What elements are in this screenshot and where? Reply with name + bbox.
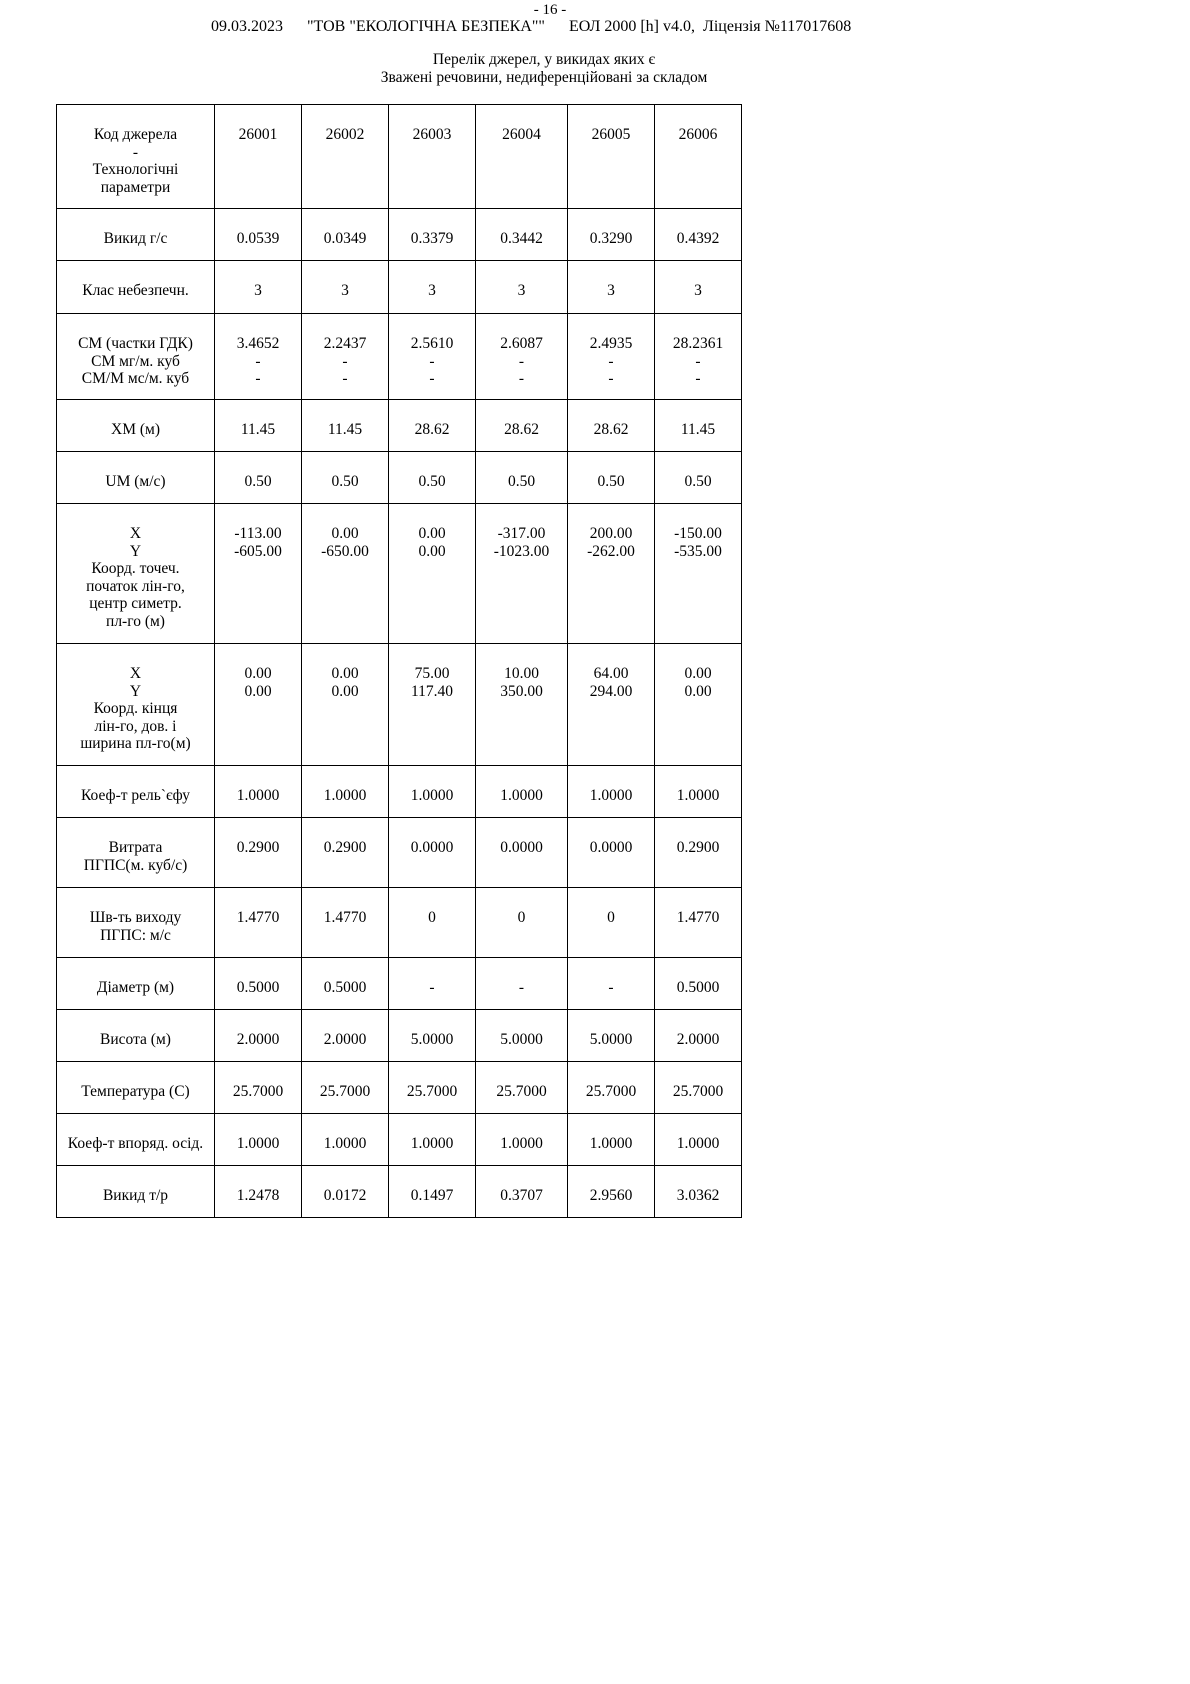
table-row	[57, 400, 742, 452]
table-cell: 3.4652 - -	[215, 314, 302, 400]
row-label: Викид т/р	[57, 1166, 215, 1218]
table-cell: 0	[476, 888, 568, 958]
table-cell: -150.00 -535.00	[655, 504, 742, 644]
table-cell: 2.0000	[655, 1010, 742, 1062]
table-row	[57, 766, 742, 818]
table-cell: 1.0000	[215, 766, 302, 818]
table-cell: 25.7000	[215, 1062, 302, 1114]
table-cell: 0.3290	[568, 209, 655, 261]
table-cell: 0.50	[215, 452, 302, 504]
document-header: 09.03.2023 "ТОВ "ЕКОЛОГІЧНА БЕЗПЕКА"" ЕОЛ 2000 [h] v4.0, Ліцензія №117017608	[211, 18, 852, 35]
table-cell: 0	[568, 888, 655, 958]
table-row	[57, 209, 742, 261]
table-cell: 0.00 0.00	[389, 504, 476, 644]
table-cell: 26002	[302, 105, 389, 209]
table-cell: 1.0000	[389, 1114, 476, 1166]
table-row	[57, 452, 742, 504]
table-cell: 0.00 0.00	[302, 644, 389, 766]
table-cell: 1.0000	[302, 766, 389, 818]
table-cell: 1.0000	[655, 766, 742, 818]
table-cell: 0.5000	[655, 958, 742, 1010]
table-cell: 5.0000	[389, 1010, 476, 1062]
table-row	[57, 261, 742, 314]
table-cell: 3	[568, 261, 655, 314]
table-cell: 28.2361 - -	[655, 314, 742, 400]
table-cell: 25.7000	[389, 1062, 476, 1114]
table-cell: 0.00 0.00	[215, 644, 302, 766]
table-row	[57, 958, 742, 1010]
row-label: ХМ (м)	[57, 400, 215, 452]
row-label: X Y Коорд. кінця лін-го, дов. і ширина пл-го(м)	[57, 644, 215, 766]
table-row	[57, 314, 742, 400]
table-cell: 28.62	[389, 400, 476, 452]
row-label: Висота (м)	[57, 1010, 215, 1062]
table-cell: 64.00 294.00	[568, 644, 655, 766]
table-cell: 26003	[389, 105, 476, 209]
table-cell: 1.0000	[655, 1114, 742, 1166]
table-cell: 0.3442	[476, 209, 568, 261]
table-cell: 1.4770	[302, 888, 389, 958]
table-cell: -	[389, 958, 476, 1010]
table-cell: 0.00 -650.00	[302, 504, 389, 644]
table-cell: 1.4770	[215, 888, 302, 958]
table-cell: 0.2900	[215, 818, 302, 888]
row-label: X Y Коорд. точеч. початок лін-го, центр симетр. пл-го (м)	[57, 504, 215, 644]
table-cell: 0.0000	[389, 818, 476, 888]
table-cell: 25.7000	[476, 1062, 568, 1114]
table-cell: 0.50	[389, 452, 476, 504]
table-cell: 0.2900	[302, 818, 389, 888]
table-cell: 0	[389, 888, 476, 958]
table-cell: 3	[389, 261, 476, 314]
table-cell: 1.0000	[215, 1114, 302, 1166]
table-cell: 200.00 -262.00	[568, 504, 655, 644]
table-row	[57, 504, 742, 644]
table-cell: 26006	[655, 105, 742, 209]
table-cell: 0.3707	[476, 1166, 568, 1218]
table-cell: -	[568, 958, 655, 1010]
row-label: Коеф-т рель`єфу	[57, 766, 215, 818]
table-row	[57, 818, 742, 888]
table-row	[57, 888, 742, 958]
table-cell: 11.45	[302, 400, 389, 452]
table-cell: 2.2437 - -	[302, 314, 389, 400]
table-cell: 1.0000	[389, 766, 476, 818]
table-cell: 1.4770	[655, 888, 742, 958]
table-cell: 25.7000	[655, 1062, 742, 1114]
table-cell: 26005	[568, 105, 655, 209]
table-row	[57, 1010, 742, 1062]
table-cell: 25.7000	[302, 1062, 389, 1114]
table-cell: 2.0000	[215, 1010, 302, 1062]
table-cell: 0.1497	[389, 1166, 476, 1218]
table-cell: 0.3379	[389, 209, 476, 261]
table-cell: 3	[302, 261, 389, 314]
table-cell: 2.9560	[568, 1166, 655, 1218]
table-cell: 0.0000	[476, 818, 568, 888]
table-cell: 1.0000	[302, 1114, 389, 1166]
row-label: Температура (С)	[57, 1062, 215, 1114]
row-label: Витрата ПГПС(м. куб/с)	[57, 818, 215, 888]
table-cell: 5.0000	[476, 1010, 568, 1062]
table-row	[57, 1166, 742, 1218]
table-cell: 2.6087 - -	[476, 314, 568, 400]
row-label: СМ (частки ГДК) СМ мг/м. куб СМ/М мс/м. куб	[57, 314, 215, 400]
table-cell: 3	[476, 261, 568, 314]
table-cell: -	[476, 958, 568, 1010]
table-cell: 0.0349	[302, 209, 389, 261]
table-cell: 28.62	[568, 400, 655, 452]
table-cell: 1.0000	[568, 1114, 655, 1166]
title-line-2: Зважені речовини, недиференційовані за складом	[380, 69, 708, 86]
table-cell: 0.50	[655, 452, 742, 504]
row-label: Код джерела - Технологічні параметри	[57, 105, 215, 209]
page-number: - 16 -	[533, 2, 567, 18]
table-cell: 75.00 117.40	[389, 644, 476, 766]
table-cell: 5.0000	[568, 1010, 655, 1062]
table-row	[57, 644, 742, 766]
sources-table	[56, 104, 742, 1218]
table-cell: 28.62	[476, 400, 568, 452]
table-cell: 0.2900	[655, 818, 742, 888]
table-cell: 0.50	[476, 452, 568, 504]
table-cell: 11.45	[655, 400, 742, 452]
table-cell: 2.4935 - -	[568, 314, 655, 400]
table-cell: 2.5610 - -	[389, 314, 476, 400]
table-cell: 0.00 0.00	[655, 644, 742, 766]
table-cell: 0.0000	[568, 818, 655, 888]
table-cell: 0.4392	[655, 209, 742, 261]
table-cell: 1.0000	[476, 1114, 568, 1166]
table-cell: 1.0000	[476, 766, 568, 818]
table-cell: 26001	[215, 105, 302, 209]
table-cell: 2.0000	[302, 1010, 389, 1062]
row-label: Діаметр (м)	[57, 958, 215, 1010]
table-cell: 26004	[476, 105, 568, 209]
table-cell: 3.0362	[655, 1166, 742, 1218]
table-cell: 1.2478	[215, 1166, 302, 1218]
table-cell: 0.50	[302, 452, 389, 504]
table-cell: -113.00 -605.00	[215, 504, 302, 644]
table-row	[57, 105, 742, 209]
row-label: Викид г/с	[57, 209, 215, 261]
table-row	[57, 1062, 742, 1114]
table-cell: 1.0000	[568, 766, 655, 818]
table-cell: 0.5000	[302, 958, 389, 1010]
row-label: Коеф-т впоряд. осід.	[57, 1114, 215, 1166]
table-cell: -317.00 -1023.00	[476, 504, 568, 644]
row-label: Клас небезпечн.	[57, 261, 215, 314]
table-cell: 11.45	[215, 400, 302, 452]
table-cell: 0.0172	[302, 1166, 389, 1218]
table-cell: 3	[655, 261, 742, 314]
table-cell: 3	[215, 261, 302, 314]
table-cell: 0.50	[568, 452, 655, 504]
table-title	[0, 51, 1088, 87]
row-label: UМ (м/с)	[57, 452, 215, 504]
table-cell: 0.0539	[215, 209, 302, 261]
table-row	[57, 1114, 742, 1166]
table-cell: 10.00 350.00	[476, 644, 568, 766]
row-label: Шв-ть виходу ПГПС: м/с	[57, 888, 215, 958]
table-cell: 0.5000	[215, 958, 302, 1010]
title-line-1: Перелік джерел, у викидах яких є	[432, 51, 656, 68]
table-cell: 25.7000	[568, 1062, 655, 1114]
